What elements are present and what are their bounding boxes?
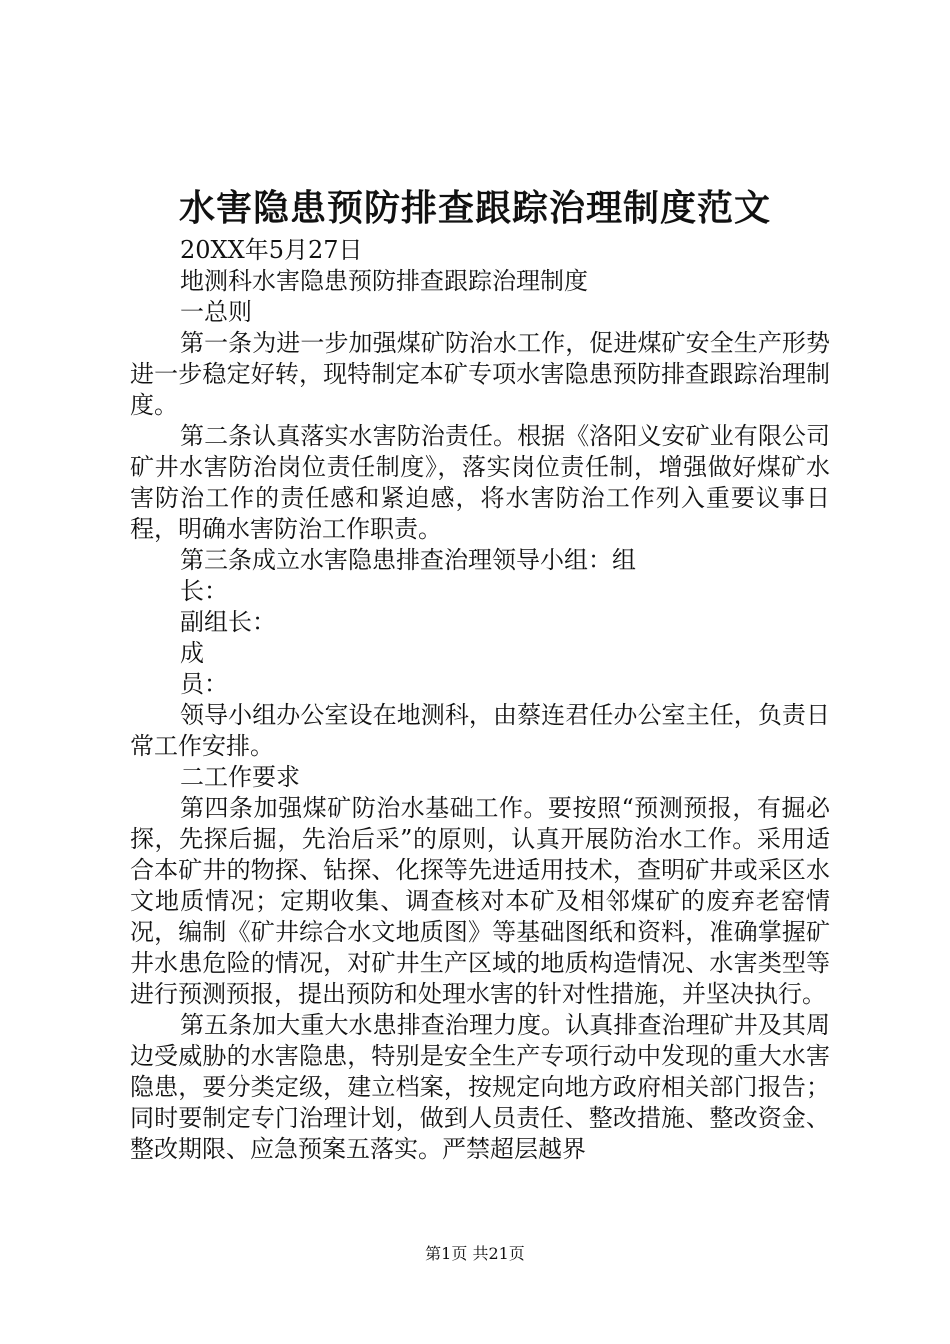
paragraph: 第三条成立水害隐患排查治理领导小组：组	[180, 546, 636, 574]
subtitle-line: 地测科水害隐患预防排查跟踪治理制度	[180, 267, 588, 295]
paragraph: 第一条为进一步加强煤矿防治水工作，促进煤矿安全生产形势进一步稳定好转，现特制定本矿专项水害隐患预防排查跟踪治理制度。	[130, 329, 830, 419]
section-heading: 一总则	[180, 298, 252, 326]
paragraph: 第二条认真落实水害防治责任。根据《洛阳义安矿业有限公司矿井水害防治岗位责任制度》，落实岗位责任制，增强做好煤矿水害防治工作的责任感和紧迫感，将水害防治工作列入重要议事日程，明确水害防治工作职责。	[130, 422, 830, 543]
document-body	[130, 235, 830, 1165]
paragraph: 领导小组办公室设在地测科，由蔡连君任办公室主任，负责日常工作安排。	[130, 701, 830, 760]
paragraph: 员：	[180, 670, 228, 698]
section-heading: 二工作要求	[180, 763, 300, 791]
page-footer: 第1页 共21页	[425, 1244, 525, 1263]
date-line: 20XX年5月27日	[180, 236, 363, 264]
paragraph: 第五条加大重大水患排查治理力度。认真排查治理矿井及其周边受威胁的水害隐患，特别是安全生产专项行动中发现的重大水害隐患，要分类定级，建立档案，按规定向地方政府相关部门报告；同时要制定专门治理计划，做到人员责任、整改措施、整改资金、整改期限、应急预案五落实。严禁超层越界	[130, 1011, 830, 1163]
document-title: 水害隐患预防排查跟踪治理制度范文	[178, 187, 771, 229]
paragraph: 长：	[180, 577, 228, 605]
paragraph: 成	[180, 639, 204, 667]
paragraph: 第四条加强煤矿防治水基础工作。要按照“预测预报，有掘必探，先探后掘，先治后采”的原则，认真开展防治水工作。采用适合本矿井的物探、钻探、化探等先进适用技术，查明矿井或采区水文地质情况；定期收集、调查核对本矿及相邻煤矿的废弃老窑情况，编制《矿井综合水文地质图》等基础图纸和资料，准确掌握矿井水患危险的情况，对矿井生产区域的地质构造情况、水害类型等进行预测预报，提出预防和处理水害的针对性措施，并坚决执行。	[130, 794, 830, 1008]
paragraph: 副组长：	[180, 608, 276, 636]
